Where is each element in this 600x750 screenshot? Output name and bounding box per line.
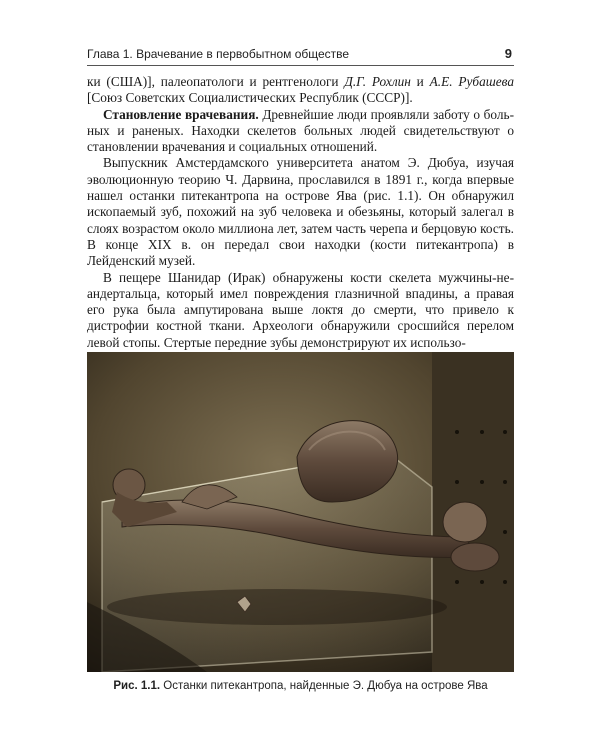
caption-label: Рис. 1.1. xyxy=(113,680,161,692)
paragraph-1: ки (США)], палеопатологи и рентгенологи Д.Г. Рохлин и А.Е. Рубашева [Союз Советских Социалистических Республик (СССР)]. xyxy=(87,74,514,106)
section-lead: Становление врачевания. xyxy=(103,106,259,122)
chapter-title: Глава 1. Врачевание в первобытном обществе xyxy=(87,47,350,61)
paragraph-3: Выпускник Амстердамского университета анатом Э. Дюбуа, изучая эволюционную теорию Ч. Дарвина, прославился в 1891 г., когда впервые нашел останки питекантропа на острове Ява (рис. 1.1). Он обнаружил ископаемый зуб, похожий на зуб человека и обезьяны, который залегал в слоях возрастом около миллиона лет, затем часть черепа и берцовую кость. В конце XIX в. он передал свои находки (кости питекантропа) в Лейденский музей. xyxy=(87,155,514,269)
header-divider xyxy=(87,65,514,66)
fossil-photo xyxy=(87,352,514,672)
figure-caption xyxy=(87,680,514,692)
paragraph-2: Становление врачевания. Древнейшие люди проявляли заботу о больных и раненых. Находки скелетов больных людей свидетельствуют о становлении врачевания и социальных отношений. xyxy=(87,106,514,155)
author-name: А.Е. Рубашева xyxy=(429,74,514,89)
distal-condyle xyxy=(443,502,487,542)
body-text xyxy=(87,74,514,351)
author-name: Д.Г. Рохлин xyxy=(344,74,411,89)
running-header xyxy=(87,45,514,65)
figure-photo xyxy=(87,352,514,672)
caption-text: Останки питекантропа, найденные Э. Дюбуа на острове Ява xyxy=(160,680,488,692)
page-number: 9 xyxy=(504,46,512,61)
paragraph-4: В пещере Шанидар (Ирак) обнаружены кости скелета мужчины-неандертальца, который имел повреждения глазничной впадины, а правая его рука была ампутирована выше локтя до смерти, что привело к дистрофии костной ткани. Археологи обнаружили сросшийся перелом левой стопы. Стертые передние зубы демонстрируют их использо- xyxy=(87,269,514,350)
